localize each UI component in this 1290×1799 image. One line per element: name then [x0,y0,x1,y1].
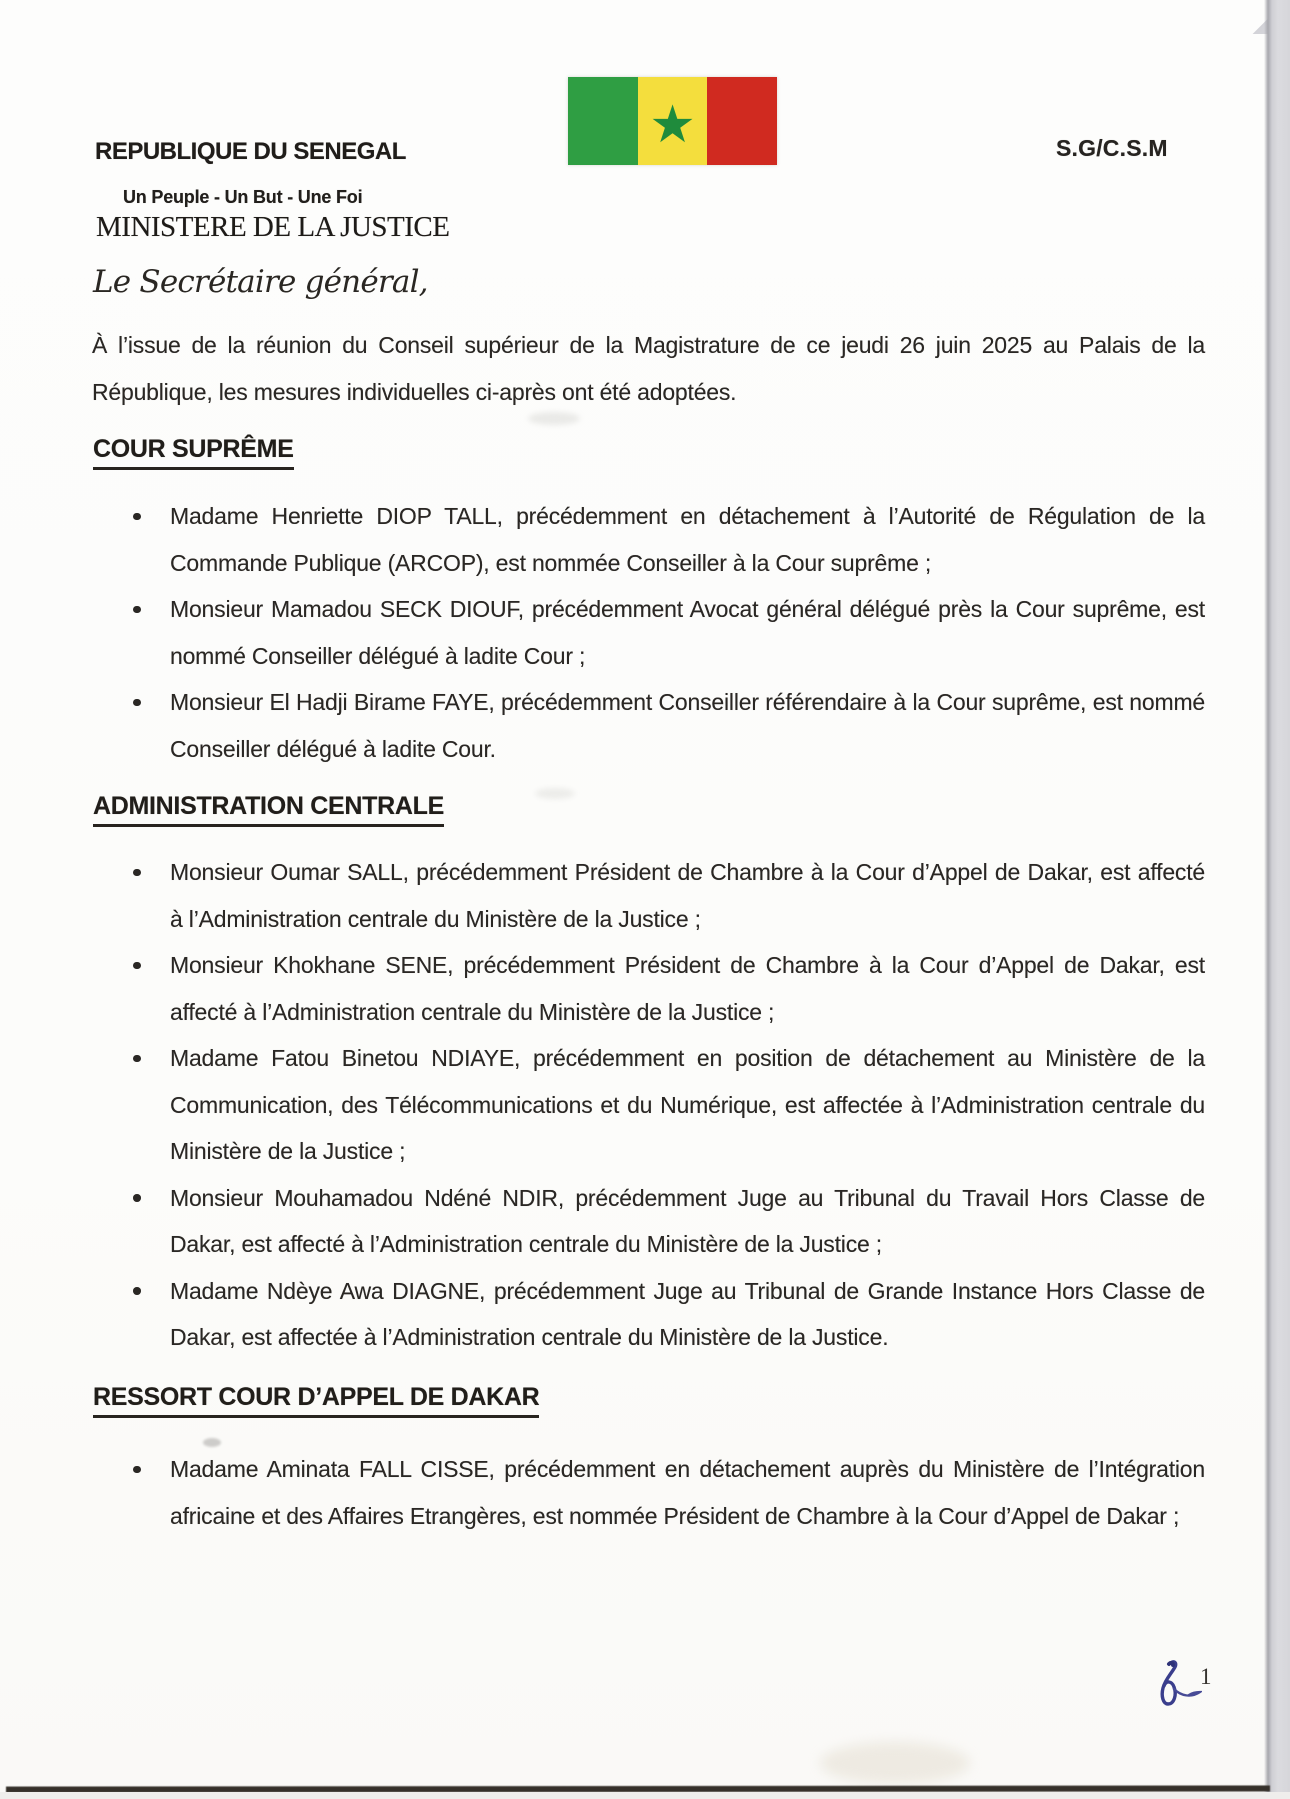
section-title-administration-centrale [93,792,444,827]
list-item: Monsieur Khokhane SENE, précédemment Président de Chambre à la Cour d’Appel de Dakar, est affecté à l’Administration centrale du Ministère de la Justice ; [170,942,1205,1035]
flag-star-icon: ★ [649,96,696,154]
flag-green-stripe [568,77,638,165]
list-item: Monsieur Oumar SALL, précédemment Président de Chambre à la Cour d’Appel de Dakar, est affecté à l’Administration centrale du Ministère de la Justice ; [170,849,1205,942]
section-title-text: RESSORT COUR D’APPEL DE DAKAR [93,1383,539,1418]
document-reference: S.G/C.S.M [1056,135,1168,161]
section-title-ressort-cour-appel-dakar [93,1383,539,1418]
salutation: Le Secrétaire général, [93,264,428,300]
senegal-flag [568,77,777,165]
scan-edge-right [1264,0,1290,1799]
list-item: Monsieur Mouhamadou Ndéné NDIR, précédemment Juge au Tribunal du Travail Hors Classe de Dakar, est affecté à l’Administration centrale du Ministère de la Justice ; [170,1175,1205,1268]
section-title-cour-supreme [93,435,294,470]
handwritten-initial-ink [1138,1658,1202,1718]
list-item: Monsieur El Hadji Birame FAYE, précédemment Conseiller référendaire à la Cour suprême, est nommé Conseiller délégué à ladite Cour. [170,679,1205,772]
flag-red-stripe [707,77,777,165]
list-item: Madame Fatou Binetou NDIAYE, précédemment en position de détachement au Ministère de la Communication, des Télécommunications et du Numérique, est affectée à l’Administration centrale du Ministère de la Justice ; [170,1035,1205,1175]
scan-smudge [535,788,575,799]
scan-smudge [528,412,580,425]
national-motto: Un Peuple - Un But - Une Foi [123,187,363,207]
list-item: Madame Henriette DIOP TALL, précédemment en détachement à l’Autorité de Régulation de la Commande Publique (ARCOP), est nommée Conseiller à la Cour suprême ; [170,493,1205,586]
section-title-text: COUR SUPRÊME [93,435,294,470]
measure-list-administration-centrale [92,849,1205,1361]
scan-edge-below [0,1792,1290,1799]
scan-smudge [203,1438,221,1447]
intro-paragraph: À l’issue de la réunion du Conseil supérieur de la Magistrature de ce jeudi 26 juin 2025 au Palais de la République, les mesures individuelles ci-après ont été adoptées. [92,332,1205,405]
section-title-text: ADMINISTRATION CENTRALE [93,792,444,827]
list-item: Monsieur Mamadou SECK DIOUF, précédemment Avocat général délégué près la Cour suprême, est nommé Conseiller délégué à ladite Cour ; [170,586,1205,679]
ministry-title: MINISTERE DE LA JUSTICE [96,211,450,243]
measure-list-ressort-cour-appel-dakar [92,1446,1205,1539]
page-number: 1 [1200,1664,1212,1689]
republic-title: REPUBLIQUE DU SENEGAL [95,138,406,165]
scan-smudge [820,1742,970,1784]
list-item: Madame Aminata FALL CISSE, précédemment en détachement auprès du Ministère de l’Intégration africaine et des Affaires Etrangères, est nommée Président de Chambre à la Cour d’Appel de Dakar ; [170,1446,1205,1539]
measure-list-cour-supreme [92,493,1205,772]
list-item: Madame Ndèye Awa DIAGNE, précédemment Juge au Tribunal de Grande Instance Hors Classe de Dakar, est affectée à l’Administration centrale du Ministère de la Justice. [170,1268,1205,1361]
